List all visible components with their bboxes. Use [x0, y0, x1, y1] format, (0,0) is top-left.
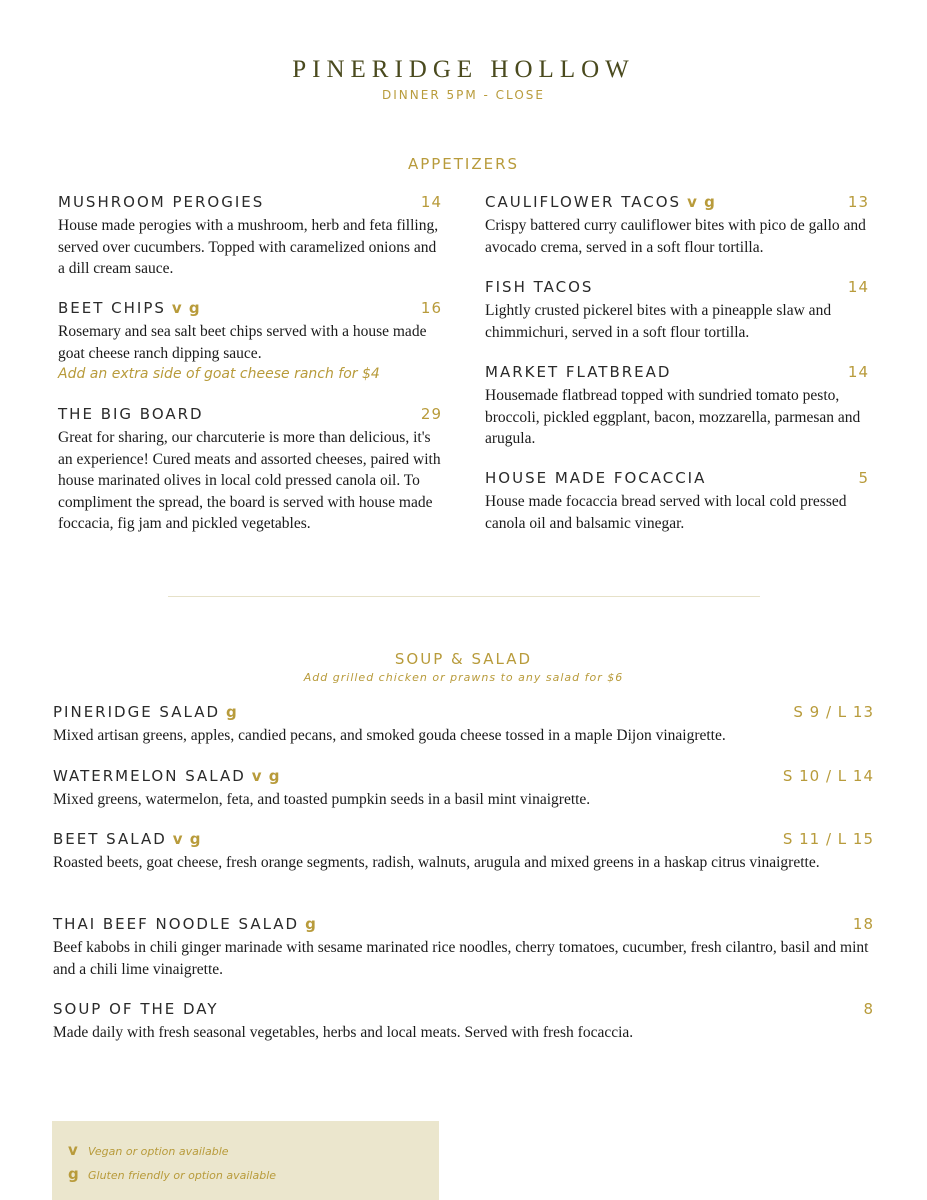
dietary-tags: v g: [172, 830, 202, 848]
item-description: Beef kabobs in chili ginger marinade with sesame marinated rice noodles, cherry tomatoes, cucumber, fresh cilantro, basil and mint and a chili lime vinaigrette.: [53, 939, 869, 978]
menu-item-cauliflower-tacos: [485, 193, 869, 258]
item-name: HOUSE MADE FOCACCIA: [485, 469, 707, 487]
restaurant-title: PINERIDGE HOLLOW: [292, 56, 635, 83]
item-name: BEET SALAD: [53, 830, 167, 848]
item-description: Made daily with fresh seasonal vegetables, herbs and local meats. Served with fresh focaccia.: [53, 1024, 634, 1041]
legend-row-gluten-friendly: [68, 1165, 276, 1183]
item-price: 14: [847, 278, 869, 296]
menu-item-house-focaccia: [485, 469, 869, 534]
dietary-tags: g: [226, 703, 238, 721]
menu-item-pineridge-salad: [53, 703, 874, 747]
menu-item-big-board: [58, 405, 442, 535]
item-description: Great for sharing, our charcuterie is more than delicious, it's an experience! Cured meats and assorted cheeses, paired with house marinated olives in local cold pressed canola oil. To compliment the spread, the board is served with house made foccacia, fig jam and pickled vegetables.: [58, 429, 441, 532]
menu-item-thai-beef-noodle-salad: [53, 915, 874, 980]
menu-item-fish-tacos: [485, 278, 869, 343]
item-price: S 11 / L 15: [782, 830, 874, 848]
item-price: 14: [847, 363, 869, 381]
item-description: Rosemary and sea salt beet chips served with a house made goat cheese ranch dipping sauce.: [58, 323, 427, 362]
item-name: THAI BEEF NOODLE SALAD: [53, 915, 300, 933]
salad-add-on-note: Add grilled chicken or prawns to any salad for $6: [303, 671, 624, 684]
item-name: PINERIDGE SALAD: [53, 703, 221, 721]
dietary-legend: [52, 1121, 439, 1200]
item-name: MUSHROOM PEROGIES: [58, 193, 265, 211]
dietary-tags: v g: [687, 193, 716, 211]
item-price: S 9 / L 13: [793, 703, 874, 721]
item-price: 18: [852, 915, 874, 933]
item-description: Lightly crusted pickerel bites with a pineapple slaw and chimmichuri, served in a soft flour tortilla.: [485, 302, 832, 341]
menu-item-market-flatbread: [485, 363, 869, 450]
item-price: 16: [420, 299, 442, 317]
item-name: THE BIG BOARD: [58, 405, 204, 423]
item-price: 8: [863, 1000, 874, 1018]
dietary-tags: g: [305, 915, 317, 933]
menu-item-beet-salad: [53, 830, 874, 874]
item-name: BEET CHIPS: [58, 299, 166, 317]
item-price: 13: [847, 193, 869, 211]
item-description: House made focaccia bread served with local cold pressed canola oil and balsamic vinegar.: [485, 493, 847, 532]
dietary-tags: v g: [251, 767, 281, 785]
hours-subtitle: DINNER 5PM - CLOSE: [382, 88, 545, 102]
item-description: Mixed greens, watermelon, feta, and toasted pumpkin seeds in a basil mint vinaigrette.: [53, 791, 591, 808]
section-divider: [168, 596, 760, 597]
menu-item-mushroom-perogies: [58, 193, 442, 280]
appetizers-heading: APPETIZERS: [407, 155, 520, 173]
menu-item-beet-chips: [58, 299, 442, 385]
item-name: CAULIFLOWER TACOS: [485, 193, 682, 211]
item-price: S 10 / L 14: [782, 767, 874, 785]
item-description: Crispy battered curry cauliflower bites with pico de gallo and avocado crema, served in a soft flour tortilla.: [485, 217, 866, 256]
item-name: MARKET FLATBREAD: [485, 363, 672, 381]
item-price: 14: [420, 193, 442, 211]
item-description: House made perogies with a mushroom, herb and feta filling, served over cucumbers. Topped with caramelized onions and a dill cream sauce.: [58, 217, 439, 277]
legend-text: Vegan or option available: [88, 1145, 229, 1158]
item-description: Roasted beets, goat cheese, fresh orange segments, radish, walnuts, arugula and mixed greens in a haskap citrus vinaigrette.: [53, 854, 820, 871]
item-price: 29: [420, 405, 442, 423]
item-name: WATERMELON SALAD: [53, 767, 246, 785]
legend-text: Gluten friendly or option available: [88, 1169, 277, 1182]
item-description: Housemade flatbread topped with sundried tomato pesto, broccoli, pickled eggplant, bacon, mozzarella, parmesan and arugula.: [485, 387, 861, 447]
item-add-on-note: Add an extra side of goat cheese ranch for $4: [58, 366, 380, 382]
dietary-tags: v g: [171, 299, 201, 317]
legend-mark: g: [68, 1165, 79, 1183]
menu-item-watermelon-salad: [53, 767, 874, 811]
legend-mark: v: [68, 1141, 78, 1159]
soup-salad-heading: SOUP & SALAD: [394, 650, 533, 668]
item-name: SOUP OF THE DAY: [53, 1000, 219, 1018]
item-description: Mixed artisan greens, apples, candied pecans, and smoked gouda cheese tossed in a maple Dijon vinaigrette.: [53, 727, 726, 744]
item-name: FISH TACOS: [485, 278, 594, 296]
item-price: 5: [858, 469, 869, 487]
menu-item-soup-of-the-day: [53, 1000, 874, 1044]
legend-row-vegan: [68, 1141, 229, 1159]
